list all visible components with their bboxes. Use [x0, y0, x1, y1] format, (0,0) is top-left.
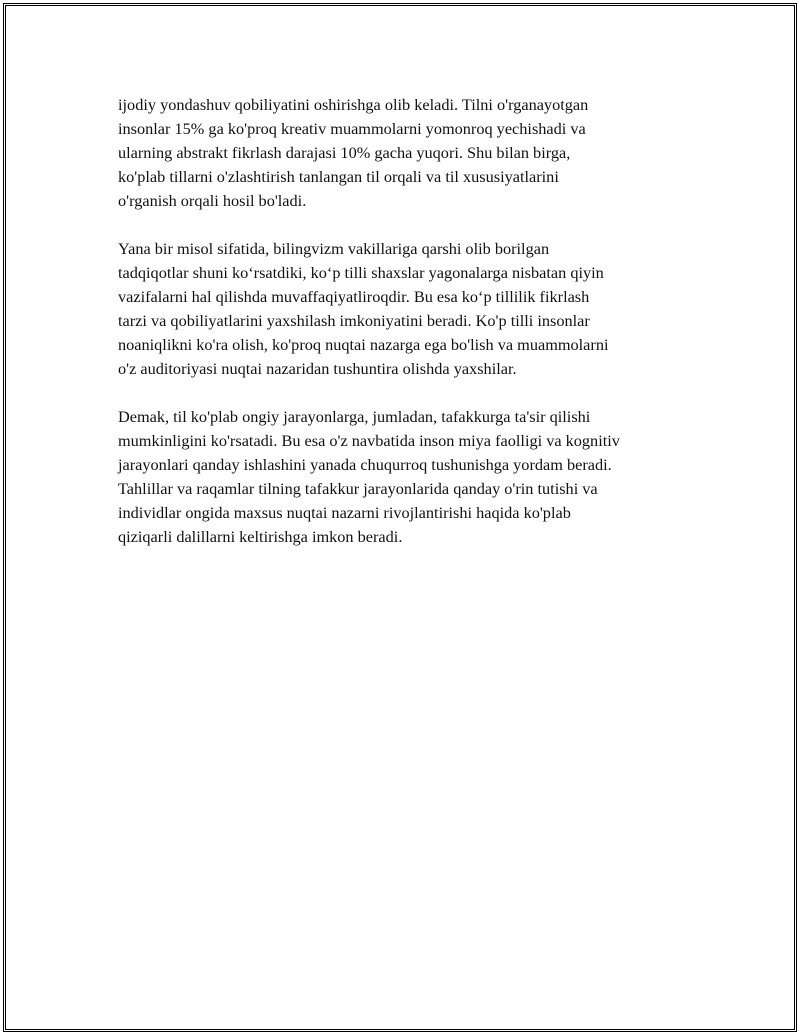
text-line: jarayonlari qanday ishlashini yanada chuqurroq tushunishga yordam beradi.	[118, 455, 612, 474]
paragraph-3	[118, 405, 718, 549]
text-line: ularning abstrakt fikrlash darajasi 10% gacha yuqori. Shu bilan birga,	[118, 143, 571, 162]
text-line: insonlar 15% ga ko'proq kreativ muammolarni yomonroq yechishadi va	[118, 119, 586, 138]
text-line: tadqiqotlar shuni ko‘rsatdiki, ko‘p tilli shaxslar yagonalarga nisbatan qiyin	[118, 263, 604, 282]
text-line: tarzi va qobiliyatlarini yaxshilash imkoniyatini beradi. Ko'p tilli insonlar	[118, 311, 590, 330]
paragraph-1	[118, 93, 718, 213]
text-line: Tahlillar va raqamlar tilning tafakkur jarayonlarida qanday o'rin tutishi va	[118, 479, 598, 498]
text-line: o'rganish orqali hosil bo'ladi.	[118, 191, 307, 210]
text-line: individlar ongida maxsus nuqtai nazarni rivojlantirishi haqida ko'plab	[118, 503, 571, 522]
text-line: Yana bir misol sifatida, bilingvizm vakillariga qarshi olib borilgan	[118, 239, 550, 258]
text-line: qiziqarli dalillarni keltirishga imkon beradi.	[118, 527, 403, 546]
text-line: vazifalarni hal qilishda muvaffaqiyatliroqdir. Bu esa ko‘p tillilik fikrlash	[118, 287, 590, 306]
text-line: noaniqlikni ko'ra olish, ko'proq nuqtai nazarga ega bo'lish va muammolarni	[118, 335, 609, 354]
text-line: ko'plab tillarni o'zlashtirish tanlangan til orqali va til xususiyatlarini	[118, 167, 559, 186]
text-line: o'z auditoriyasi nuqtai nazaridan tushuntira olishda yaxshilar.	[118, 359, 517, 378]
text-line: Demak, til ko'plab ongiy jarayonlarga, jumladan, tafakkurga ta'sir qilishi	[118, 407, 591, 426]
document-body	[118, 93, 718, 573]
paragraph-2	[118, 237, 718, 381]
text-line: ijodiy yondashuv qobiliyatini oshirishga olib keladi. Tilni o'rganayotgan	[118, 95, 589, 114]
text-line: mumkinligini ko'rsatadi. Bu esa o'z navbatida inson miya faolligi va kognitiv	[118, 431, 620, 450]
